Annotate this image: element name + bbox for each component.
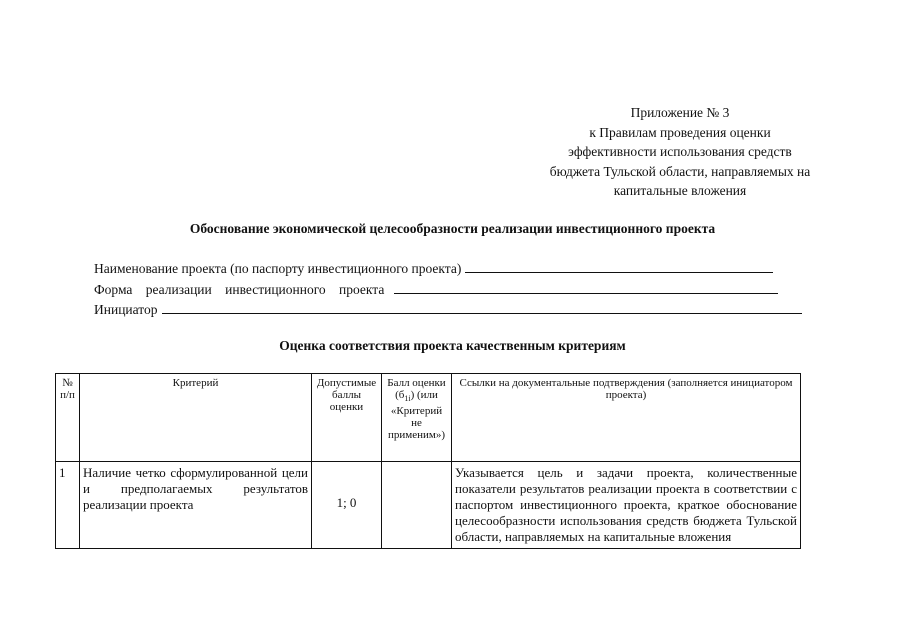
header-scores: Допустимые баллы оценки [312,374,382,462]
row-criterion: Наличие четко сформулированной цели и предполагаемых результатов реализации проекта [80,462,312,549]
header-ball-prefix: Балл оценки [387,377,446,389]
header-ball-symbol: б [398,389,405,401]
header-ball: Балл оценки $(б_{1i})$ (или «Критерий не применим») [382,374,452,462]
document-title: Обоснование экономической целесообразности реализации инвестиционного проекта [189,221,716,236]
row-references: Указывается цель и задачи проекта, количественные показатели результатов реализации проекта в соответствии с паспортом инвестиционного проекта, краткое обоснование целесообразности использования средств бюджета Тульской области, направляемых на капитальные вложения [452,462,801,549]
appendix-line: капитальные вложения [613,183,747,198]
project-name-field[interactable] [465,258,773,273]
table-row [56,462,801,549]
header-references: Ссылки на документальные подтверждения (заполняется инициатором проекта) [452,374,801,462]
implementation-form-label: Форма реализации инвестиционного проекта [94,282,385,297]
initiator-field[interactable] [162,299,802,314]
project-name-label: Наименование проекта (по паспорту инвестиционного проекта) [94,261,462,276]
appendix-line: к Правилам проведения оценки [589,124,771,140]
row-ball[interactable] [382,462,452,549]
header-ball-suffix: (или «Критерий не применим») [387,389,445,442]
initiator-label: Инициатор [94,302,158,317]
appendix-line: бюджета Тульской области, направляемых на [549,163,811,179]
appendix-line: эффективности использования средств [568,144,792,159]
appendix-header [470,103,890,201]
implementation-form-field[interactable] [394,279,778,294]
initiator-line [94,299,802,318]
header-ball-subscript: 1i [404,394,411,404]
table-header-row [56,374,801,462]
header-number: № п/п [56,374,80,462]
row-scores: 1; 0 [312,462,382,549]
implementation-form-line [94,279,778,298]
header-criterion: Критерий [80,374,312,462]
section-title: Оценка соответствия проекта качественным критериям [279,338,626,353]
row-number: 1 [56,462,80,549]
appendix-line: Приложение № 3 [630,105,730,120]
project-name-line [94,258,773,277]
criteria-table [55,373,801,549]
